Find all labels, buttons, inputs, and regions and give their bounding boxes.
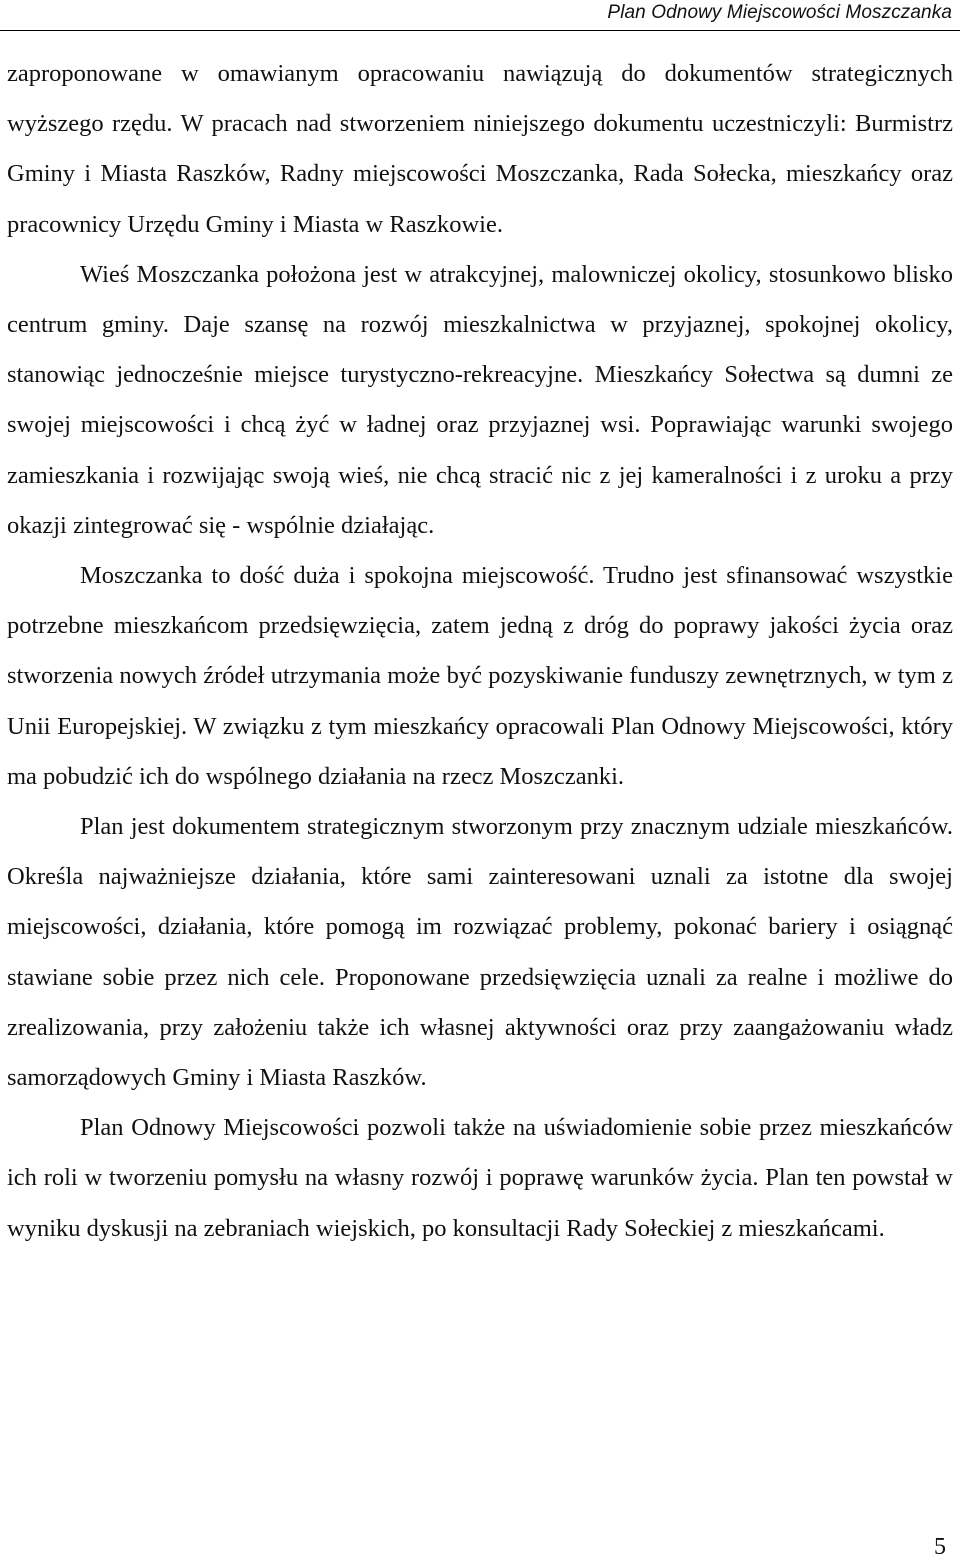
- header-title: Plan Odnowy Miejscowości Moszczanka: [607, 2, 952, 23]
- page-header: [0, 0, 960, 31]
- paragraph: Wieś Moszczanka położona jest w atrakcyjnej, malowniczej okolicy, stosunkowo blisko centrum gminy. Daje szansę na rozwój mieszkalnictwa w przyjaznej, spokojnej okolicy, stanowiąc jednocześnie miejsce turystyczno-rekreacyjne. Mieszkańcy Sołectwa są dumni ze swojej miejscowości i chcą żyć w ładnej oraz przyjaznej wsi. Poprawiając warunki swojego zamieszkania i rozwijając swoją wieś, nie chcą stracić nic z jej kameralności i z uroku a przy okazji zintegrować się - wspólnie działając.: [7, 260, 953, 539]
- page-number: 5: [934, 1534, 946, 1560]
- paragraph: Moszczanka to dość duża i spokojna miejscowość. Trudno jest sfinansować wszystkie potrzebne mieszkańcom przedsięwzięcia, zatem jedną z dróg do poprawy jakości życia oraz stworzenia nowych źródeł utrzymania może być pozyskiwanie funduszy zewnętrznych, w tym z Unii Europejskiej. W związku z tym mieszkańcy opracowali Plan Odnowy Miejscowości, który ma pobudzić ich do wspólnego działania na rzecz Moszczanki.: [7, 562, 953, 790]
- paragraph: zaproponowane w omawianym opracowaniu nawiązują do dokumentów strategicznych wyższego rzędu. W pracach nad stworzeniem niniejszego dokumentu uczestniczyli: Burmistrz Gminy i Miasta Raszków, Radny miejscowości Moszczanka, Rada Sołecka, mieszkańcy oraz pracownicy Urzędu Gminy i Miasta w Raszkowie.: [7, 60, 953, 238]
- paragraph: Plan jest dokumentem strategicznym stworzonym przy znacznym udziale mieszkańców. Określa najważniejsze działania, które sami zainteresowani uznali za istotne dla swojej miejscowości, działania, które pomogą im rozwiązać problemy, pokonać bariery i osiągnąć stawiane sobie przez nich cele. Proponowane przedsięwzięcia uznali za realne i możliwe do zrealizowania, przy założeniu także ich własnej aktywności oraz przy zaangażowaniu władz samorządowych Gminy i Miasta Raszków.: [7, 813, 953, 1092]
- paragraph: Plan Odnowy Miejscowości pozwoli także na uświadomienie sobie przez mieszkańców ich roli w tworzeniu pomysłu na własny rozwój i poprawę warunków życia. Plan ten powstał w wyniku dyskusji na zebraniach wiejskich, po konsultacji Rady Sołeckiej z mieszkańcami.: [7, 1114, 953, 1242]
- body-text: [7, 49, 953, 1254]
